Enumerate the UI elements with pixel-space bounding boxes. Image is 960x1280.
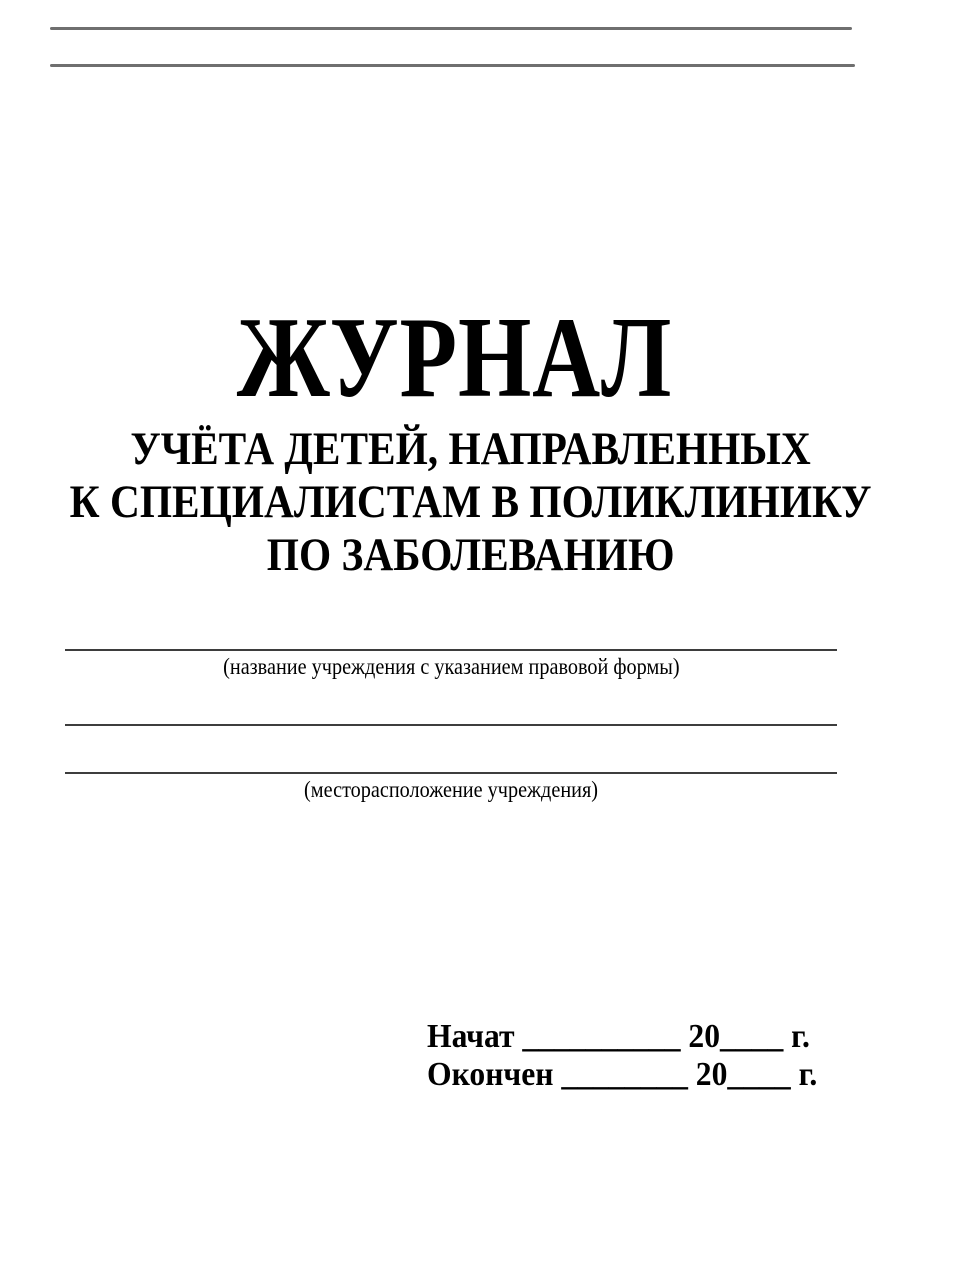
location-blank-line	[65, 772, 837, 774]
subtitle-line-1: УЧЁТА ДЕТЕЙ, НАПРАВЛЕННЫХ	[130, 423, 812, 475]
location-caption: (месторасположение учреждения)	[303, 777, 599, 802]
dates-block	[427, 1018, 847, 1094]
subtitle-line-2: К СПЕЦИАЛИСТАМ В ПОЛИКЛИНИКУ	[70, 476, 872, 528]
title-block	[24, 294, 884, 421]
top-horizontal-rule-1	[50, 27, 852, 30]
page-title: ЖУРНАЛ	[236, 294, 672, 421]
location-caption-block	[65, 776, 837, 803]
subtitle-block	[31, 423, 911, 582]
institution-caption: (название учреждения с указанием правовой формы)	[222, 654, 680, 679]
top-horizontal-rule-2	[50, 64, 855, 67]
finished-date-line: Окончен ________ 20____ г.	[427, 1056, 818, 1093]
started-date-line: Начат __________ 20____ г.	[427, 1018, 810, 1055]
institution-caption-block	[65, 653, 837, 680]
institution-name-blank-line-2	[65, 724, 837, 726]
institution-name-blank-line	[65, 649, 837, 651]
subtitle-line-3: ПО ЗАБОЛЕВАНИЮ	[267, 529, 675, 581]
